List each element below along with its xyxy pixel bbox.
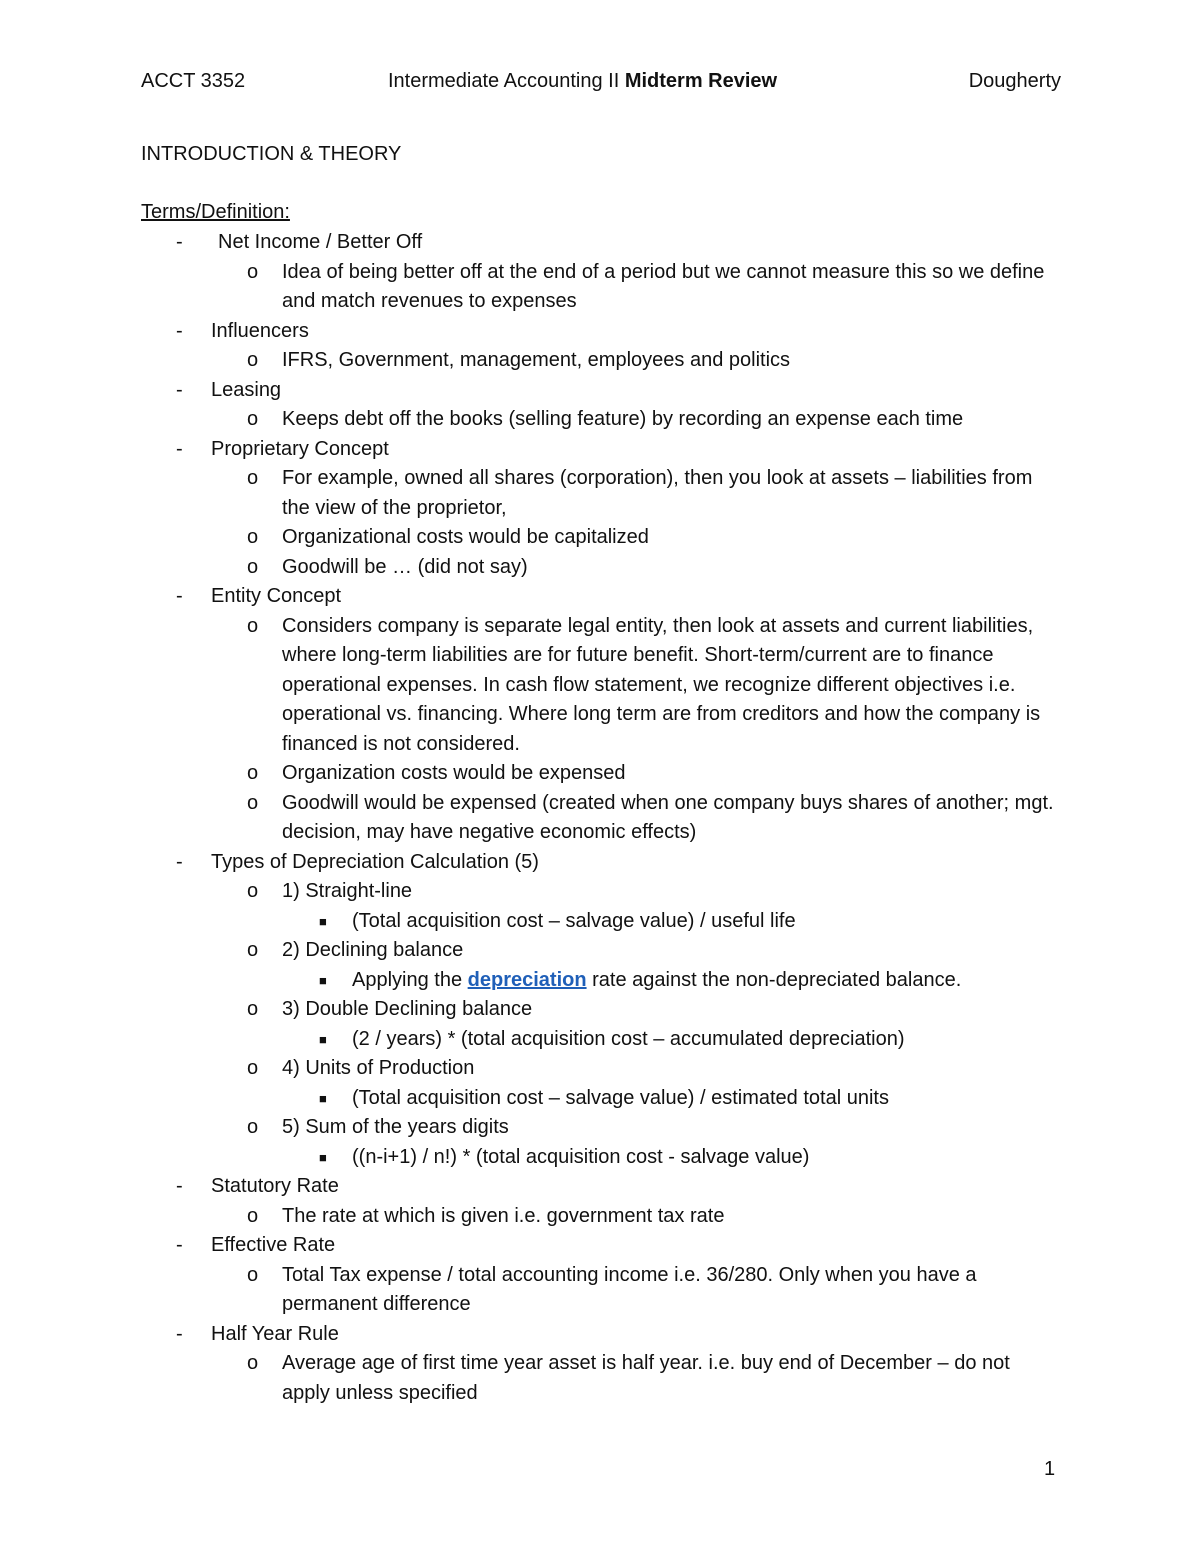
dash-bullet: - bbox=[176, 1322, 183, 1345]
term-label: Effective Rate bbox=[211, 1234, 336, 1256]
dash-bullet: - bbox=[176, 319, 183, 342]
terms-outline bbox=[141, 228, 1061, 1408]
term-point-text: Organization costs would be expensed bbox=[282, 762, 626, 784]
term-point bbox=[141, 877, 1061, 907]
term-point bbox=[141, 612, 1061, 760]
formula-item bbox=[141, 966, 1061, 996]
term-item bbox=[141, 582, 1061, 612]
author-name: Dougherty bbox=[968, 70, 1061, 92]
circle-bullet: o bbox=[247, 1057, 259, 1079]
circle-bullet: o bbox=[247, 880, 259, 902]
term-point bbox=[141, 1113, 1061, 1143]
circle-bullet: o bbox=[247, 1352, 259, 1374]
depreciation-link[interactable]: depreciation bbox=[467, 968, 587, 991]
dash-bullet: - bbox=[176, 437, 183, 460]
term-item bbox=[141, 848, 1061, 878]
circle-bullet: o bbox=[247, 526, 259, 548]
circle-bullet: o bbox=[247, 998, 259, 1020]
section-title: INTRODUCTION & THEORY bbox=[141, 143, 402, 165]
dash-bullet: - bbox=[176, 585, 183, 607]
term-item bbox=[141, 228, 1061, 258]
term-point-text: 2) Declining balance bbox=[282, 939, 464, 961]
formula-item bbox=[141, 1143, 1061, 1173]
term-point-text: Considers company is separate legal entity, then look at assets and current liabilities, where long-term liabilities are for future benefit. Short-term/current are to finance operational expenses. In cash flow statement, we recognize different objectives i.e. operational vs. financing. Where long term are from creditors and how the company is financed is not considered. bbox=[282, 614, 1041, 755]
term-label: Types of Depreciation Calculation (5) bbox=[211, 850, 539, 873]
dash-bullet: - bbox=[176, 1234, 183, 1256]
formula-item bbox=[141, 1025, 1061, 1055]
term-point bbox=[141, 464, 1061, 523]
term-point-text: Total Tax expense / total accounting income i.e. 36/280. Only when you have a permanent difference bbox=[282, 1263, 977, 1315]
circle-bullet: o bbox=[247, 1116, 259, 1138]
formula-text: (2 / years) * (total acquisition cost – accumulated depreciation) bbox=[352, 1027, 905, 1050]
term-point bbox=[141, 258, 1061, 317]
term-point bbox=[141, 1349, 1061, 1408]
circle-bullet: o bbox=[247, 1204, 259, 1227]
term-point-text: Idea of being better off at the end of a period but we cannot measure this so we define and match revenues to expenses bbox=[282, 260, 1045, 312]
square-bullet: ■ bbox=[319, 1149, 327, 1165]
page-number: 1 bbox=[1044, 1458, 1056, 1480]
dash-bullet: - bbox=[176, 231, 183, 253]
term-point-text: Goodwill would be expensed (created when one company buys shares of another; mgt. decision, may have negative economic effects) bbox=[282, 791, 1054, 843]
term-point bbox=[141, 1054, 1061, 1084]
terms-heading: Terms/Definition: bbox=[141, 201, 290, 223]
term-point bbox=[141, 759, 1061, 789]
document-title-plain: Intermediate Accounting II bbox=[388, 70, 625, 92]
term-point-text: For example, owned all shares (corporation), then you look at assets – liabilities from the view of the proprietor, bbox=[282, 467, 1033, 519]
term-point bbox=[141, 789, 1061, 848]
term-point-text: Goodwill be … (did not say) bbox=[282, 555, 528, 578]
term-label: Half Year Rule bbox=[211, 1322, 339, 1345]
circle-bullet: o bbox=[247, 614, 259, 637]
circle-bullet: o bbox=[247, 555, 259, 578]
dash-bullet: - bbox=[176, 850, 183, 873]
term-point-text: 1) Straight-line bbox=[282, 880, 413, 902]
document-title bbox=[388, 70, 777, 93]
dash-bullet: - bbox=[176, 1175, 183, 1197]
circle-bullet: o bbox=[247, 260, 259, 283]
circle-bullet: o bbox=[247, 467, 259, 489]
term-point-text: Keeps debt off the books (selling feature) by recording an expense each time bbox=[282, 408, 964, 430]
course-code: ACCT 3352 bbox=[141, 70, 246, 92]
circle-bullet: o bbox=[247, 349, 259, 371]
term-label: Statutory Rate bbox=[211, 1175, 339, 1197]
square-bullet: ■ bbox=[319, 913, 327, 929]
term-point-text: The rate at which is given i.e. government tax rate bbox=[282, 1204, 725, 1227]
formula-text: (Total acquisition cost – salvage value) / estimated total units bbox=[352, 1086, 889, 1109]
term-item bbox=[141, 1172, 1061, 1202]
term-point-text: Average age of first time year asset is half year. i.e. buy end of December – do not apply unless specified bbox=[282, 1352, 1010, 1404]
circle-bullet: o bbox=[247, 1263, 259, 1286]
term-point bbox=[141, 553, 1061, 583]
term-label: Net Income / Better Off bbox=[218, 231, 423, 253]
term-item bbox=[141, 1320, 1061, 1350]
term-item bbox=[141, 1231, 1061, 1261]
term-item bbox=[141, 317, 1061, 347]
term-point bbox=[141, 1202, 1061, 1232]
formula-text-before: Applying the bbox=[352, 968, 468, 991]
square-bullet: ■ bbox=[319, 1090, 327, 1106]
formula-item bbox=[141, 1084, 1061, 1114]
term-point bbox=[141, 1261, 1061, 1320]
term-point bbox=[141, 405, 1061, 435]
formula-text: (Total acquisition cost – salvage value) / useful life bbox=[352, 909, 796, 932]
formula-text-after: rate against the non-depreciated balance. bbox=[586, 968, 962, 991]
term-point-text: 4) Units of Production bbox=[282, 1057, 475, 1079]
circle-bullet: o bbox=[247, 762, 259, 784]
circle-bullet: o bbox=[247, 939, 259, 961]
term-point bbox=[141, 523, 1061, 553]
term-label: Proprietary Concept bbox=[211, 437, 389, 460]
formula-text: ((n-i+1) / n!) * (total acquisition cost - salvage value) bbox=[352, 1145, 810, 1168]
term-point-text: 3) Double Declining balance bbox=[282, 998, 533, 1020]
document-title-bold: Midterm Review bbox=[624, 70, 778, 92]
term-item bbox=[141, 435, 1061, 465]
page-header bbox=[141, 70, 1061, 100]
term-point bbox=[141, 346, 1061, 376]
term-label: Entity Concept bbox=[211, 585, 342, 607]
term-label: Influencers bbox=[211, 319, 309, 342]
term-point bbox=[141, 995, 1061, 1025]
term-label: Leasing bbox=[211, 378, 282, 401]
term-point-text: 5) Sum of the years digits bbox=[282, 1116, 509, 1138]
term-point bbox=[141, 936, 1061, 966]
square-bullet: ■ bbox=[319, 1031, 327, 1047]
term-point-text: IFRS, Government, management, employees and politics bbox=[282, 349, 791, 371]
formula-item bbox=[141, 907, 1061, 937]
term-point-text: Organizational costs would be capitalized bbox=[282, 526, 649, 548]
circle-bullet: o bbox=[247, 791, 259, 814]
square-bullet: ■ bbox=[319, 972, 327, 988]
term-item bbox=[141, 376, 1061, 406]
circle-bullet: o bbox=[247, 408, 259, 430]
dash-bullet: - bbox=[176, 378, 183, 401]
